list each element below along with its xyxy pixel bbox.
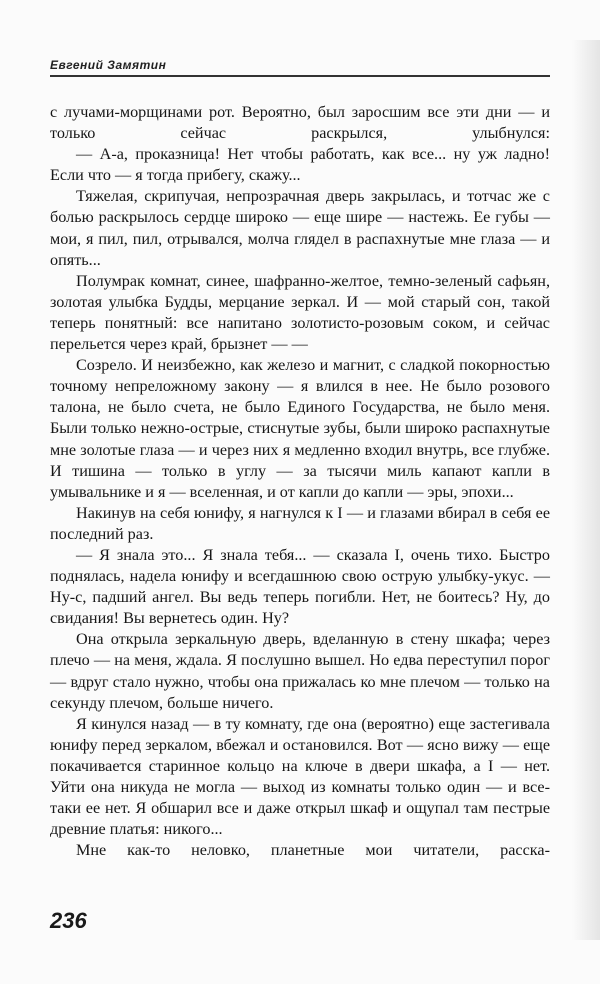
header-rule <box>50 75 550 77</box>
paragraph-9: Я кинулся назад — в ту комнату, где она (вероятно) еще застегивала юнифу перед зеркалом, вбежал и остановился. Вот — ясно вижу — еще покачивается старинное кольцо на ключе в двери шкафа, а I — нет. Уйти она никуда не могла — выход из комнаты только один — и все-таки ее нет. Я обшарил все и даже открыл шкаф и ощупал там пестрые древние платья: никого... <box>50 714 550 839</box>
paragraph-6: Накинув на себя юнифу, я нагнулся к I — и глазами вбирал в себя ее последний раз. <box>50 503 550 543</box>
running-header <box>50 58 550 78</box>
running-title: Евгений Замятин <box>50 58 167 72</box>
paragraph-7: — Я знала это... Я знала тебя... — сказала I, очень тихо. Быстро поднялась, надела юнифу и всегдашнюю свою острую улыбку-укус. — Ну-с, падший ангел. Вы ведь теперь погибли. Нет, не боитесь? Ну, до свидания! Вы вернетесь один. Ну? <box>50 545 550 628</box>
body-text <box>50 102 550 861</box>
paragraph-2: — А-а, проказница! Нет чтобы работать, как все... ну уж ладно! Если что — я тогда прибегу, скажу... <box>50 145 550 185</box>
paragraph-4: Полумрак комнат, синее, шафранно-желтое, темно-зеленый сафьян, золотая улыбка Будды, мерцание зеркал. И — мой старый сон, такой теперь понятный: все напитано золотисто-розовым соком, и сейчас перельется через край, брызнет — — <box>50 271 550 354</box>
paragraph-1: с лучами-морщинами рот. Вероятно, был заросшим все эти дни — и только сейчас раскрылся, улыбнулся: <box>50 103 550 143</box>
paragraph-8: Она открыла зеркальную дверь, вделанную в стену шкафа; через плечо — на меня, ждала. Я послушно вышел. Но едва переступил порог — вдруг стало нужно, чтобы она прижалась ко мне плечом — только на секунду плечом, больше ничего. <box>50 630 550 712</box>
page-number: 236 <box>50 908 87 933</box>
paragraph-5: Созрело. И неизбежно, как железо и магнит, с сладкой покорностью точному непреложному закону — я влился в нее. Не было розового талона, не было счета, не было Единого Государства, не было меня. Были только нежно-острые, стиснутые зубы, были широко распахнутые мне золотые глаза — и через них я медленно входил внутрь, все глубже. И тишина — только в углу — за тысячи миль капают капли в умывальнике и я — вселенная, и от капли до капли — эры, эпохи... <box>50 356 550 501</box>
page-edge-shadow <box>572 40 600 940</box>
paragraph-10: Мне как-то неловко, планетные мои читатели, расска- <box>76 841 550 860</box>
paragraph-3: Тяжелая, скрипучая, непрозрачная дверь закрылась, и тотчас же с болью раскрылось сердце широко — еще шире — настежь. Ее губы — мои, я пил, пил, отрывался, молча глядел в распахнутые мне глаза — и опять... <box>50 187 550 269</box>
